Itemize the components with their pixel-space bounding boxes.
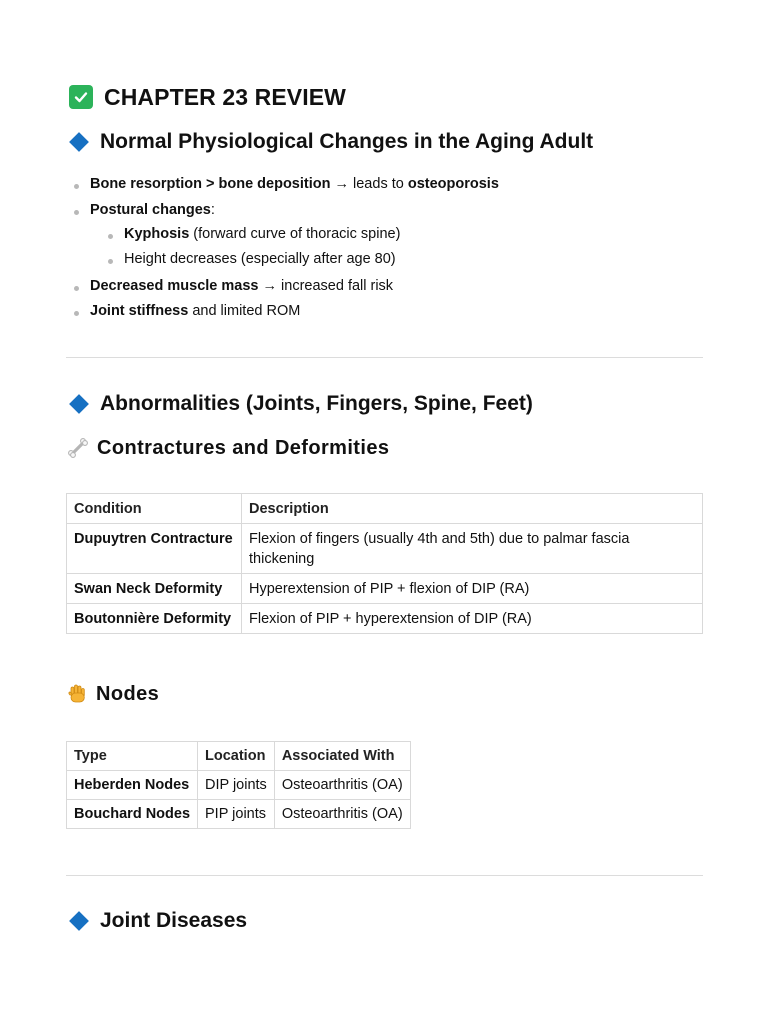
subsection-heading-nodes	[67, 681, 159, 707]
section-title: Normal Physiological Changes in the Aging Adult	[100, 130, 594, 153]
bone-icon	[67, 437, 89, 459]
hand-icon	[67, 683, 87, 705]
check-icon	[69, 85, 93, 109]
subsection-title: Nodes	[96, 682, 160, 705]
section-title: Joint Diseases	[100, 909, 248, 932]
table-cell: Hyperextension of PIP + flexion of DIP (RA)	[242, 574, 703, 604]
table-cell: Flexion of PIP + hyperextension of DIP (RA)	[242, 604, 703, 634]
subsection-heading-contractures	[67, 435, 389, 461]
section-heading-abnormalities	[69, 391, 533, 417]
table-cell: DIP joints	[198, 771, 275, 800]
table-cell: Osteoarthritis (OA)	[274, 771, 410, 800]
table-cell: Heberden Nodes	[67, 771, 198, 800]
table-cell: Swan Neck Deformity	[67, 574, 242, 604]
chapter-header	[69, 84, 346, 110]
diamond-icon	[69, 394, 89, 414]
table-header: Location	[198, 742, 275, 771]
nodes-table	[66, 741, 411, 829]
list-item: Joint stiffness and limited ROM	[74, 303, 284, 319]
table-cell: PIP joints	[198, 800, 275, 829]
divider	[66, 357, 703, 358]
list-item: Postural changes:	[74, 202, 199, 218]
table-header: Condition	[67, 494, 242, 524]
table-row	[67, 771, 411, 800]
table-cell: Dupuytren Contracture	[67, 524, 242, 574]
diamond-icon	[69, 911, 89, 931]
chapter-title: CHAPTER 23 REVIEW	[104, 83, 346, 110]
table-cell: Boutonnière Deformity	[67, 604, 242, 634]
table-header: Associated With	[274, 742, 410, 771]
list-item: Bone resorption > bone deposition → leads to osteoporosis	[74, 176, 483, 192]
table-row	[67, 524, 703, 574]
section-heading-normal-changes	[69, 129, 593, 155]
table-cell: Bouchard Nodes	[67, 800, 198, 829]
table-cell: Flexion of fingers (usually 4th and 5th) due to palmar fascia thickening	[242, 524, 703, 574]
table-header-row	[67, 494, 703, 524]
section-title: Abnormalities (Joints, Fingers, Spine, Feet)	[100, 392, 533, 415]
list-item: Decreased muscle mass → increased fall risk	[74, 278, 377, 294]
subsection-title: Contractures and Deformities	[97, 436, 390, 459]
table-header-row	[67, 742, 411, 771]
table-cell: Osteoarthritis (OA)	[274, 800, 410, 829]
table-row	[67, 574, 703, 604]
sub-list-item: Kyphosis (forward curve of thoracic spine)	[108, 226, 384, 242]
table-header: Type	[67, 742, 198, 771]
sub-list-item: Height decreases (especially after age 80)	[108, 251, 380, 267]
table-row	[67, 800, 411, 829]
section-heading-joint-diseases	[69, 908, 247, 934]
table-header: Description	[242, 494, 703, 524]
diamond-icon	[69, 132, 89, 152]
divider	[66, 875, 703, 876]
contractures-table	[66, 493, 703, 634]
table-row	[67, 604, 703, 634]
